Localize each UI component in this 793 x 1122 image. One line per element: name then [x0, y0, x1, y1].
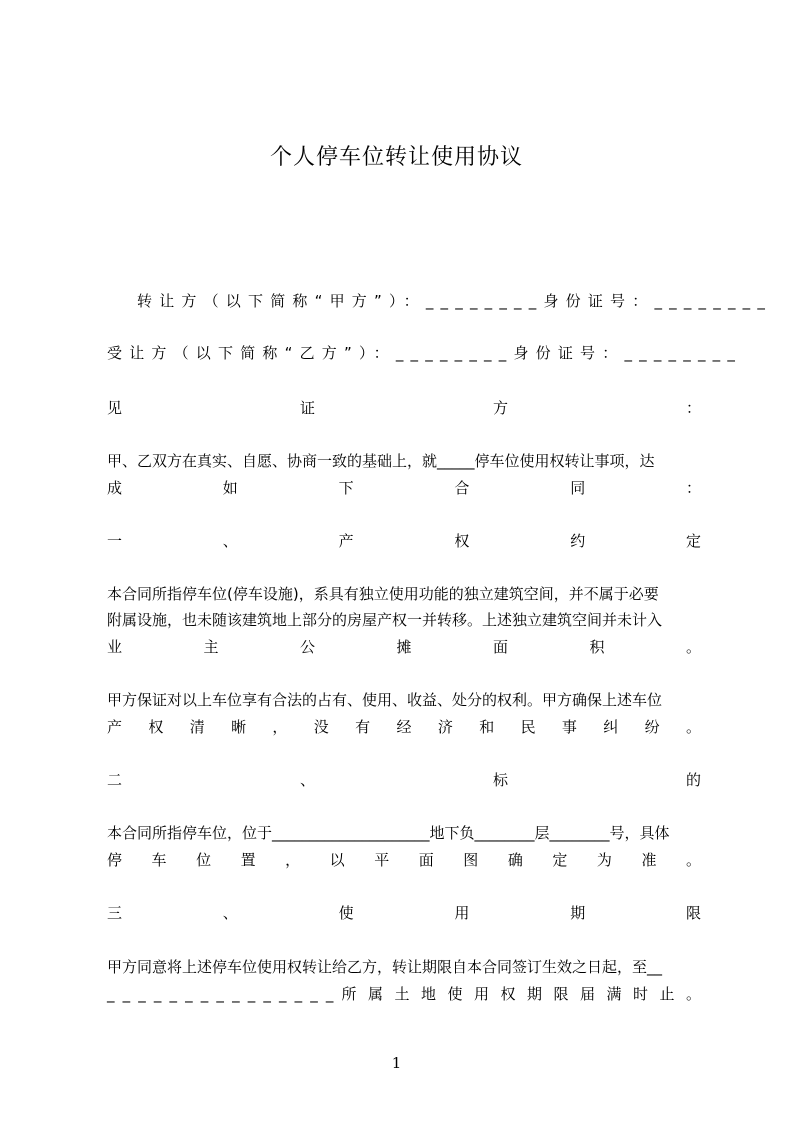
witness-line: 见 证 方 ： — [107, 399, 701, 417]
section-2-para-line-1: 本合同所指停车位，位于_____________________地下负________层________号，具体 — [107, 824, 670, 842]
section-1-para-1-line-2: 附属设施，也未随该建筑地上部分的房屋产权一并转移。上述独立建筑空间并未计入 — [107, 611, 663, 629]
section-1-heading: 一 、 产 权 约 定 — [107, 532, 701, 550]
section-2-para-line-2: 停 车 位 置 ， 以 平 面 图 确 定 为 准 。 — [107, 851, 701, 869]
transferee-line: 受让方（以下简称“乙方”）：________身份证号：________ — [107, 344, 743, 362]
section-1-para-1-line-3: 业 主 公 摊 面 积 。 — [107, 638, 701, 656]
transferor-line: 转让方（以下简称“甲方”）：________身份证号：________ — [137, 292, 773, 310]
page-number: 1 — [391, 1054, 402, 1072]
page-title: 个人停车位转让使用协议 — [269, 145, 523, 170]
section-3-heading: 三 、 使 用 期 限 — [107, 904, 701, 922]
preamble-line-2: 成 如 下 合 同 ： — [107, 479, 701, 497]
section-3-para-line-2: _ _ _ _ _ _ _ _ _ _ _ _ _ _ _ 所 属 土 地 使 用 权 期 限 届 满 时 止 。 — [107, 985, 701, 1003]
preamble-line-1: 甲、乙双方在真实、自愿、协商一致的基础上，就_____停车位使用权转让事项，达 — [107, 452, 655, 470]
section-2-heading: 二 、 标 的 — [107, 771, 701, 789]
section-1-para-2-line-1: 甲方保证对以上车位享有合法的占有、使用、收益、处分的权利。甲方确保上述车位 — [107, 691, 663, 709]
section-1-para-2-line-2: 产 权 清 晰 ， 没 有 经 济 和 民 事 纠 纷 。 — [107, 718, 701, 736]
section-1-para-1-line-1: 本合同所指停车位(停车设施)，系具有独立使用功能的独立建筑空间，并不属于必要 — [107, 585, 659, 603]
section-3-para-line-1: 甲方同意将上述停车位使用权转让给乙方，转让期限自本合同签订生效之日起，至__ — [107, 958, 663, 976]
